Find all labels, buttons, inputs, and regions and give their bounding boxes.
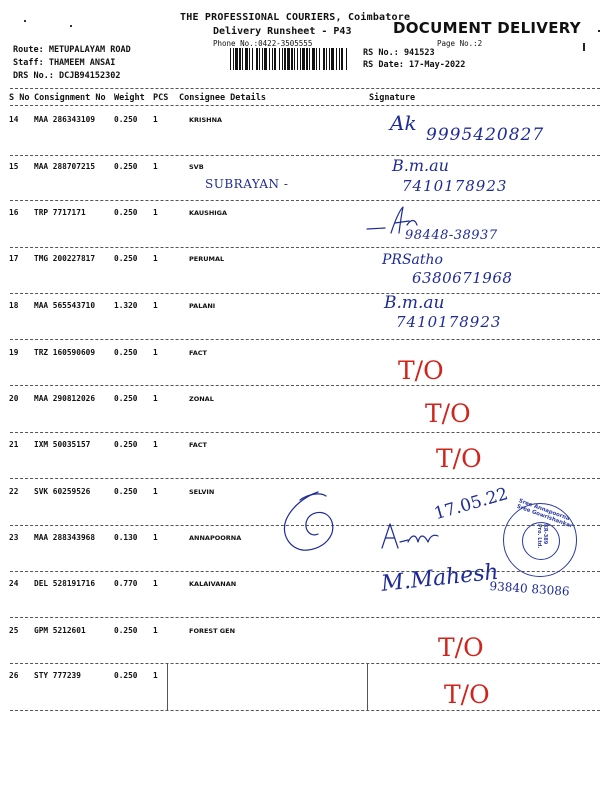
- header-top-rule: [10, 88, 600, 89]
- signature-16-phone: 98448-38937: [405, 228, 498, 243]
- row-consignment: DEL 528191716: [34, 579, 96, 588]
- row-weight: 0.250: [114, 440, 138, 449]
- barcode-bar: [269, 48, 270, 70]
- row-consignee: FACT: [189, 441, 207, 449]
- barcode-bar: [346, 48, 347, 70]
- row-separator: [10, 710, 600, 711]
- row-consignee: SELVIN: [189, 488, 215, 496]
- row-consignment: GPM 5212601: [34, 626, 86, 635]
- row-consignment: TRZ 160590609: [34, 348, 96, 357]
- col-signature: Signature: [369, 93, 416, 103]
- row-weight: 0.250: [114, 208, 138, 217]
- document-delivery-stamp: DOCUMENT DELIVERY: [393, 19, 581, 37]
- row-separator: [10, 571, 600, 572]
- row-consignee: ANNAPOORNA: [189, 534, 242, 542]
- row-separator: [10, 478, 600, 479]
- row-separator: [10, 247, 600, 248]
- signature-15-sign: B.m.au: [392, 156, 449, 175]
- barcode-bar: [264, 48, 267, 70]
- row-separator: [10, 663, 600, 664]
- barcode-bar: [252, 48, 253, 70]
- route-label: Route: METUPALAYAM ROAD: [13, 45, 131, 55]
- signature-18-sign: B.m.au: [384, 293, 445, 313]
- drs-number: DRS No.: DCJB94152302: [13, 71, 121, 81]
- barcode-bar: [284, 48, 286, 70]
- barcode-bar: [319, 48, 320, 70]
- col-weight: Weight: [114, 93, 145, 103]
- row-consignment: MAA 286343109: [34, 115, 96, 124]
- signature-14-phone: 9995420827: [426, 125, 545, 145]
- company-stamp: [503, 498, 577, 577]
- row-consignment: MAA 288707215: [34, 162, 96, 171]
- barcode-bar: [233, 48, 234, 70]
- barcode-bar: [323, 48, 325, 70]
- company-title: THE PROFESSIONAL COURIERS, Coimbatore: [180, 12, 411, 23]
- barcode-bar: [262, 48, 263, 70]
- row-pcs: 1: [153, 115, 158, 124]
- rs-date: RS Date: 17-May-2022: [363, 60, 466, 70]
- row-consignee: ZONAL: [189, 395, 214, 403]
- row-consignment: SVK 60259526: [34, 487, 91, 496]
- row-sno: 20: [9, 394, 19, 403]
- col-consignee: Consignee Details: [179, 93, 266, 103]
- row-consignee: FOREST GEN: [189, 627, 236, 635]
- rs-number: RS No.: 941523: [363, 48, 435, 58]
- mark-25-to: T/O: [438, 633, 484, 662]
- row-consignee: FACT: [189, 349, 207, 357]
- barcode-bar: [331, 48, 334, 70]
- mark-19-to: T/O: [398, 356, 444, 385]
- row-consignment: TMG 200227817: [34, 254, 96, 263]
- row-separator: [10, 293, 600, 294]
- signature-17-phone: 6380671968: [412, 269, 513, 287]
- barcode-bar: [306, 48, 308, 70]
- barcode-bar: [336, 48, 337, 70]
- consignee-15-handwritten: SUBRAYAN -: [205, 177, 289, 191]
- page-number: Page No.:2: [437, 39, 483, 48]
- row-pcs: 1: [153, 626, 158, 635]
- row-separator: [10, 385, 600, 386]
- row-sno: 18: [9, 301, 19, 310]
- row-weight: 0.250: [114, 348, 138, 357]
- row-consignee: SVB: [189, 163, 204, 171]
- row-consignee: KRISHNA: [189, 116, 223, 124]
- barcode-bar: [239, 48, 241, 70]
- row-consignment: MAA 565543710: [34, 301, 96, 310]
- signature-18-phone: 7410178923: [396, 313, 502, 331]
- barcode-bar: [230, 48, 231, 70]
- barcode-bar: [235, 48, 238, 70]
- barcode-bar: [329, 48, 330, 70]
- runsheet-title: Delivery Runsheet - P43: [213, 26, 352, 37]
- scan-speck: [70, 25, 72, 27]
- row-pcs: 1: [153, 301, 158, 310]
- row-weight: 0.250: [114, 487, 138, 496]
- signature-23-date: 17.05.22: [432, 484, 511, 525]
- row-separator: [10, 432, 600, 433]
- row-pcs: 1: [153, 671, 158, 680]
- row-sno: 21: [9, 440, 19, 449]
- mark-26-to: T/O: [444, 680, 490, 709]
- barcode-bar: [302, 48, 305, 70]
- stamp-inner-text: KR-389 Pro. Ltd.: [536, 524, 548, 549]
- row-pcs: 1: [153, 208, 158, 217]
- row-consignment: STY 777239: [34, 671, 81, 680]
- barcode-bar: [326, 48, 327, 70]
- barcode-bar: [316, 48, 317, 70]
- row-weight: 1.320: [114, 301, 138, 310]
- barcode-bar: [242, 48, 243, 70]
- signature-24-name: M.Mahesh: [380, 559, 500, 597]
- phone-number: Phone No.:0422-3505555: [213, 39, 313, 48]
- stamp-outer-text: Sree Annapoorna Sree Gowrishankar: [515, 498, 574, 530]
- barcode-bar: [294, 48, 295, 70]
- barcode-bar: [272, 48, 273, 70]
- barcode-bar: [249, 48, 250, 70]
- row-consignment: MAA 290812026: [34, 394, 96, 403]
- signature-17-name: PRSatho: [382, 252, 443, 268]
- mark-20-to: T/O: [425, 399, 471, 428]
- barcode-bar: [297, 48, 298, 70]
- row-consignee: PALANI: [189, 302, 216, 310]
- col-pcs: PCS: [153, 93, 169, 103]
- scan-speck: [24, 20, 26, 22]
- row-consignment: IXM 50035157: [34, 440, 91, 449]
- barcode-bar: [300, 48, 301, 70]
- row-pcs: 1: [153, 394, 158, 403]
- col-consignment: Consignment No: [34, 93, 106, 103]
- row-consignment: MAA 288343968: [34, 533, 96, 542]
- row-sno: 25: [9, 626, 19, 635]
- row-pcs: 1: [153, 348, 158, 357]
- row-pcs: 1: [153, 579, 158, 588]
- row-separator: [10, 155, 600, 156]
- signature-14-initials: Ak: [390, 111, 417, 135]
- barcode-bar: [339, 48, 340, 70]
- row-sno: 22: [9, 487, 19, 496]
- staff-label: Staff: THAMEEM ANSAI: [13, 58, 116, 68]
- row-weight: 0.250: [114, 162, 138, 171]
- row-consignment: TRP 7717171: [34, 208, 86, 217]
- row-sno: 14: [9, 115, 19, 124]
- barcode-bar: [287, 48, 290, 70]
- row-separator: [10, 200, 600, 201]
- row-pcs: 1: [153, 162, 158, 171]
- row-weight: 0.250: [114, 115, 138, 124]
- row-consignee: KAUSHIGA: [189, 209, 228, 217]
- col-rule: [367, 664, 368, 710]
- barcode-bar: [245, 48, 248, 70]
- row-pcs: 1: [153, 533, 158, 542]
- row-weight: 0.250: [114, 394, 138, 403]
- row-weight: 0.250: [114, 626, 138, 635]
- barcode-bar: [309, 48, 310, 70]
- barcode-bar: [274, 48, 276, 70]
- signature-24-phone: 93840 83086: [489, 579, 570, 599]
- row-weight: 0.770: [114, 579, 138, 588]
- barcode: [229, 48, 351, 70]
- row-sno: 19: [9, 348, 19, 357]
- row-pcs: 1: [153, 487, 158, 496]
- row-sno: 16: [9, 208, 19, 217]
- row-sno: 24: [9, 579, 19, 588]
- signature-22-scribble: [278, 488, 348, 560]
- row-consignee: PERUMAL: [189, 255, 225, 263]
- row-pcs: 1: [153, 440, 158, 449]
- row-separator: [10, 339, 600, 340]
- row-sno: 23: [9, 533, 19, 542]
- scan-speck: [583, 43, 585, 51]
- row-sno: 26: [9, 671, 19, 680]
- row-sno: 15: [9, 162, 19, 171]
- barcode-bar: [291, 48, 293, 70]
- barcode-bar: [312, 48, 315, 70]
- row-weight: 0.130: [114, 533, 138, 542]
- row-weight: 0.250: [114, 671, 138, 680]
- row-sno: 17: [9, 254, 19, 263]
- row-consignee: KALAIVANAN: [189, 580, 237, 588]
- col-sno: S No: [9, 93, 30, 103]
- signature-15-phone: 7410178923: [402, 177, 508, 195]
- row-weight: 0.250: [114, 254, 138, 263]
- header-bottom-rule: [10, 105, 600, 106]
- signature-23-scribble: [380, 520, 440, 554]
- barcode-bar: [279, 48, 280, 70]
- barcode-bar: [341, 48, 343, 70]
- barcode-bar: [256, 48, 258, 70]
- row-separator: [10, 617, 600, 618]
- barcode-bar: [282, 48, 283, 70]
- mark-21-to: T/O: [436, 444, 482, 473]
- row-pcs: 1: [153, 254, 158, 263]
- col-rule: [167, 664, 168, 710]
- barcode-bar: [259, 48, 260, 70]
